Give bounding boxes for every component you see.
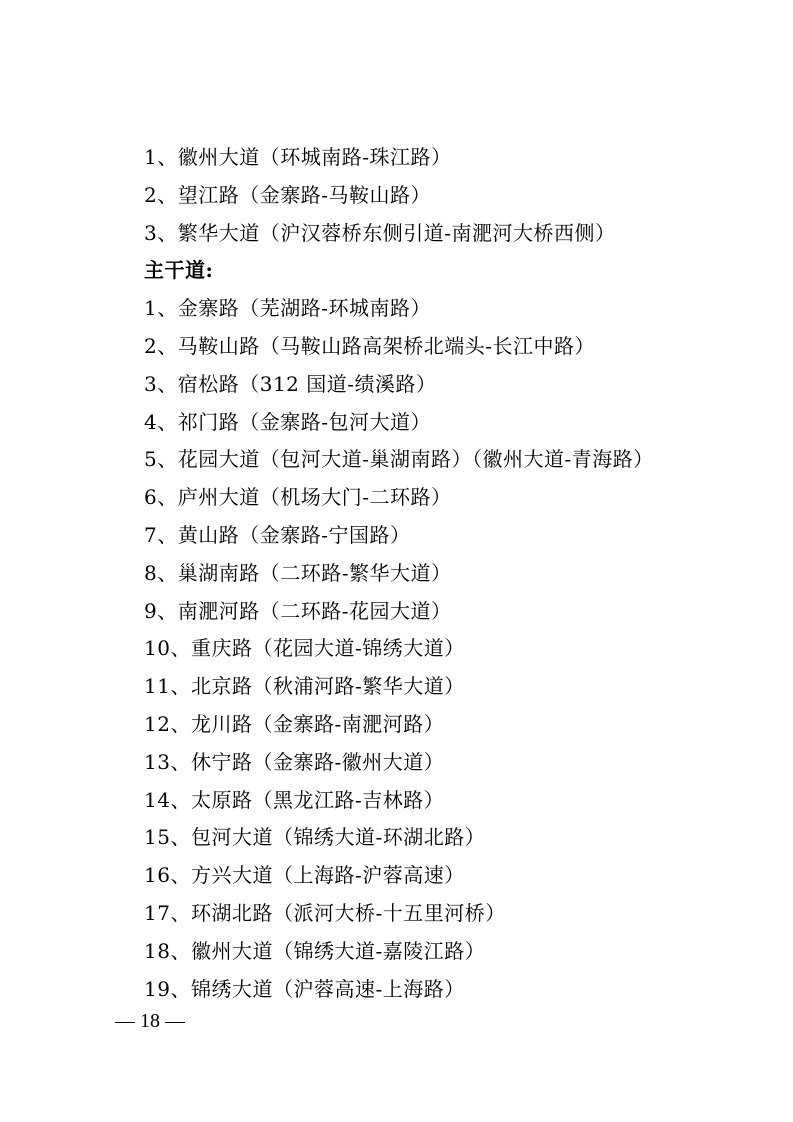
list-item: 3、繁华大道（沪汉蓉桥东侧引道-南淝河大桥西侧） [144,220,616,245]
list-item: 4、祁门路（金寨路-包河大道） [144,409,431,434]
list-item: 3、宿松路（312 国道-绩溪路） [144,371,437,396]
list-item: 1、徽州大道（环城南路-珠江路） [144,145,452,169]
list-item: 2、望江路（金寨路-马鞍山路） [144,182,431,207]
list-item: 14、太原路（黑龙江路-吉林路） [144,787,445,812]
list-item: 10、重庆路（花园大道-锦绣大道） [144,636,465,661]
list-item: 7、黄山路（金寨路-宁国路） [144,522,411,547]
list-item: 6、庐州大道（机场大门-二环路） [144,485,452,510]
list-item: 2、马鞍山路（马鞍山路高架桥北端头-长江中路） [144,333,595,358]
list-item: 13、休宁路（金寨路-徽州大道） [144,749,445,774]
list-item: 12、龙川路（金寨路-南淝河路） [144,711,445,736]
list-item: 17、环湖北路（派河大桥-十五里河桥） [144,900,506,925]
list-item: 18、徽州大道（锦绣大道-嘉陵江路） [144,938,486,963]
section-heading: 主干道: [144,258,214,283]
list-item: 16、方兴大道（上海路-沪蓉高速） [144,863,465,888]
list-item: 8、巢湖南路（二环路-繁华大道） [144,560,452,585]
list-item: 9、南淝河路（二环路-花园大道） [144,598,452,623]
page-number: — 18 — [115,1010,185,1032]
list-item: 15、包河大道（锦绣大道-环湖北路） [144,825,486,850]
road-list [144,139,764,1008]
list-item: 19、锦绣大道（沪蓉高速-上海路） [144,976,465,1001]
list-item: 1、金寨路（芜湖路-环城南路） [144,296,431,321]
list-item: 5、花园大道（包河大道-巢湖南路）（徽州大道-青海路） [144,447,654,472]
list-item: 11、北京路（秋浦河路-繁华大道） [144,674,465,699]
